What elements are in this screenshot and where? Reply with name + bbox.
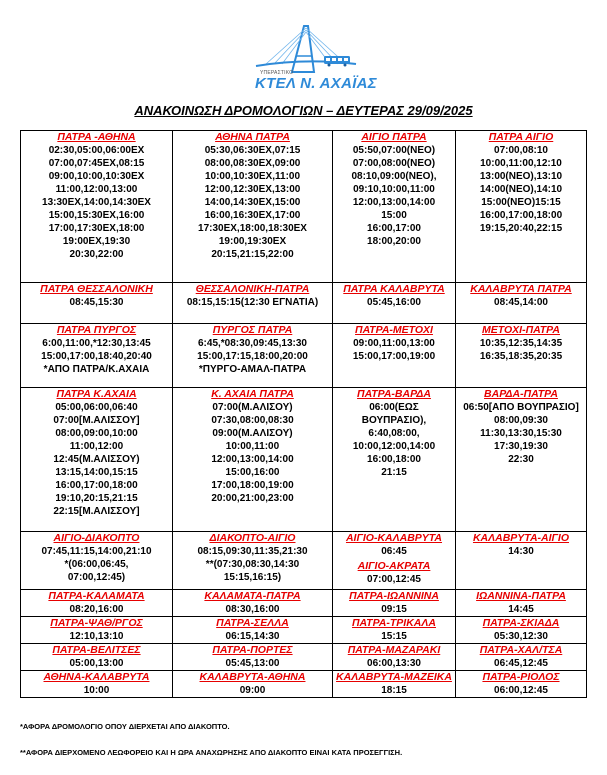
- departure-times: 09:00,11:00,13:00: [353, 338, 435, 349]
- route-cell: [333, 590, 456, 617]
- departure-times: 15:15: [381, 631, 407, 642]
- route-cell: [333, 283, 456, 324]
- route-header: ΑΙΓΙΟ ΠΑΤΡΑ: [361, 131, 427, 143]
- route-cell: [173, 590, 333, 617]
- departure-times: 06:00(ΕΩΣ: [369, 402, 419, 413]
- departure-times: 08:30,16:00: [225, 604, 280, 615]
- route-cell: [333, 388, 456, 532]
- route-cell: [173, 388, 333, 532]
- departure-times: 09:00,10:00,10:30ΕΧ: [48, 171, 145, 182]
- ktel-logo: [252, 20, 377, 92]
- route-header: ΑΘΗΝΑ ΠΑΤΡΑ: [215, 131, 290, 143]
- departure-times: 14:30: [508, 546, 534, 557]
- route-header: ΚΑΛΑΒΡΥΤΑ-ΑΘΗΝΑ: [199, 671, 306, 683]
- route-header: ΠΑΤΡΑ-ΜΕΤΟΧΙ: [355, 324, 433, 336]
- departure-times: 08:20,16:00: [69, 604, 124, 615]
- schedule-row: [21, 617, 587, 644]
- departure-times: 06:15,14:30: [225, 631, 280, 642]
- route-cell: [333, 324, 456, 388]
- route-cell: [456, 283, 587, 324]
- logo-text: ΚΤΕΛ Ν. ΑΧΑΪΑΣ: [255, 75, 377, 92]
- departure-times: 11:00,12:00,13:00: [55, 184, 138, 195]
- route-header: ΠΑΤΡΑ Κ.ΑΧΑΙΑ: [56, 388, 137, 400]
- departure-times: 09:00(Μ.ΑΛΙΣΟΥ): [212, 428, 293, 439]
- page-title: ΑΝΑΚΟΙΝΩΣΗ ΔΡΟΜΟΛΟΓΙΩΝ – ΔΕΥΤΕΡΑΣ 29/09/2025: [134, 103, 473, 118]
- departure-times: 10:00,11:00,12:10: [480, 158, 562, 169]
- route-header: ΚΑΛΑΜΑΤΑ-ΠΑΤΡΑ: [204, 590, 301, 602]
- departure-times: 21:15: [381, 467, 407, 478]
- route-cell: [333, 617, 456, 644]
- departure-times: 20:15,21:15,22:00: [211, 249, 294, 260]
- route-cell: [456, 590, 587, 617]
- departure-times: 17:00,17:30ΕΧ,18:00: [48, 223, 145, 234]
- departure-times: 05:30,12:30: [494, 631, 548, 642]
- departure-times: 16:00,16:30ΕΧ,17:00: [204, 210, 301, 221]
- route-cell: [456, 131, 587, 283]
- departure-times: 6:40,08:00,: [368, 428, 420, 439]
- departure-times: **(07:30,08:30,14:30: [205, 559, 300, 570]
- schedule-row: [21, 644, 587, 671]
- departure-times: 12:00,13:00,14:00: [352, 197, 436, 208]
- departure-times: 17:30ΕΧ,18:00,18:30ΕΧ: [198, 223, 307, 234]
- departure-times: 16:00,17:00: [367, 223, 421, 234]
- route-cell: [333, 671, 456, 698]
- departure-times: 19:00ΕΧ,19:30: [62, 236, 131, 247]
- route-header: ΠΑΤΡΑ ΠΥΡΓΟΣ: [56, 324, 137, 336]
- departure-times: 08:00,09:30: [494, 415, 548, 426]
- departure-times: 10:00: [83, 685, 110, 696]
- route-cell: [173, 324, 333, 388]
- route-cell: [333, 131, 456, 283]
- departure-times: 16:00,18:00: [367, 454, 421, 465]
- route-header: ΠΑΤΡΑ ΘΕΣΣΑΛΟΝΙΚΗ: [40, 283, 153, 295]
- schedule-body: [21, 131, 587, 698]
- departure-times: 08:10,09:00(ΝΕΟ),: [351, 171, 437, 182]
- route-header: ΚΑΛΑΒΡΥΤΑ-ΑΙΓΙΟ: [472, 532, 570, 544]
- route-cell: [173, 283, 333, 324]
- departure-times: 06:45: [381, 546, 407, 557]
- departure-times: 19:15,20:40,22:15: [479, 223, 563, 234]
- departure-times: 14:00(ΝΕΟ),14:10: [479, 184, 563, 195]
- departure-times: 08:15,09:30,11:35,21:30: [197, 546, 308, 557]
- departure-times: 15:00,17:00,18:40,20:40: [41, 351, 152, 362]
- route-header: ΑΘΗΝΑ-ΚΑΛΑΒΡΥΤΑ: [43, 671, 150, 683]
- route-header: Κ. ΑΧΑΙΑ ΠΑΤΡΑ: [211, 388, 294, 400]
- departure-times: 17:30,19:30: [494, 441, 548, 452]
- departure-times: 10:35,12:35,14:35: [479, 338, 563, 349]
- route-header: ΠΑΤΡΑ-ΡΙΟΛΟΣ: [482, 671, 560, 683]
- departure-times: 19:10,20:15,21:15: [55, 493, 138, 504]
- departure-times: 13:00(ΝΕΟ),13:10: [479, 171, 563, 182]
- departure-times: 07:00,08:00(ΝΕΟ): [352, 158, 436, 169]
- route-header: ΔΙΑΚΟΠΤΟ-ΑΙΓΙΟ: [209, 532, 296, 544]
- schedule-table: [20, 130, 587, 698]
- route-cell: [456, 671, 587, 698]
- departure-times: 09:15: [381, 604, 407, 615]
- route-cell: [173, 671, 333, 698]
- schedule-row: [21, 131, 587, 283]
- footnote-1: *ΑΦΟΡΑ ΔΡΟΜΟΛΟΓΙΟ ΟΠΟΥ ΔΙΕΡΧΕΤΑΙ ΑΠΟ ΔΙΑΚΟΠΤΟ.: [20, 722, 230, 731]
- departure-times: *ΑΠΟ ΠΑΤΡΑ/Κ.ΑΧΑΙΑ: [43, 364, 150, 375]
- departure-times: 10:00,12:00,14:00: [352, 441, 436, 452]
- route-header: ΠΑΤΡΑ-ΨΑΘ/ΡΓΟΣ: [50, 617, 143, 629]
- departure-times: 07:00[Μ.ΑΛΙΣΣΟΥ]: [53, 415, 140, 426]
- departure-times: 06:00,13:30: [367, 658, 421, 669]
- route-cell: [21, 324, 173, 388]
- footnote-2: **ΑΦΟΡΑ ΔΙΕΡΧΟΜΕΝΟ ΛΕΩΦΟΡΕΙΟ ΚΑΙ Η ΩΡΑ ΑΝΑΧΩΡΗΣΗΣ ΑΠΟ ΔΙΑΚΟΠΤΟ ΕΙΝΑΙ ΚΑΤΑ ΠΡΟΣΕΓΓΙΣΗ.: [20, 748, 403, 757]
- departure-times: 08:00,08:30ΕΧ,09:00: [204, 158, 301, 169]
- schedule-row: [21, 532, 587, 590]
- departure-times: 18:15: [381, 685, 407, 696]
- departure-times: 13:15,14:00,15:15: [55, 467, 138, 478]
- departure-times: 06:00,12:45: [494, 685, 548, 696]
- route-cell: [21, 617, 173, 644]
- departure-times: 20:00,21:00,23:00: [211, 493, 294, 504]
- schedule-row: [21, 388, 587, 532]
- departure-times: 08:15,15:15(12:30 ΕΓΝΑΤΙΑ): [186, 297, 319, 308]
- route-header: ΑΙΓΙΟ-ΚΑΛΑΒΡΥΤΑ: [345, 532, 443, 544]
- departure-times: 05:45,13:00: [225, 658, 280, 669]
- departure-times: 12:00,13:00,14:00: [211, 454, 294, 465]
- route-header: ΠΑΤΡΑ-ΒΕΛΙΤΣΕΣ: [52, 644, 141, 656]
- route-header: ΠΑΤΡΑ ΑΙΓΙΟ: [488, 131, 554, 143]
- departure-times: 15:00(ΝΕΟ)15:15: [481, 197, 561, 208]
- route-cell: [456, 644, 587, 671]
- departure-times: 06:50[ΑΠΟ ΒΟΥΠΡΑΣΙΟ]: [463, 402, 579, 413]
- departure-times: 12:45(Μ.ΑΛΙΣΣΟΥ): [53, 454, 140, 465]
- route-cell: [173, 617, 333, 644]
- departure-times: 07:00,08:10: [494, 145, 548, 156]
- departure-times: 15:00,15:30ΕΧ,16:00: [48, 210, 145, 221]
- bridge-bus-icon: [252, 20, 362, 76]
- departure-times: 05:50,07:00(ΝΕΟ): [352, 145, 436, 156]
- route-header: ΠΑΤΡΑ-ΣΕΛΛΑ: [216, 617, 289, 629]
- departure-times: 15:00,17:00,19:00: [352, 351, 436, 362]
- departure-times: 16:00,17:00,18:00: [55, 480, 138, 491]
- route-header: ΙΩΑΝΝΙΝΑ-ΠΑΤΡΑ: [476, 590, 566, 602]
- departure-times: 07:00(Μ.ΑΛΙΣΟΥ): [212, 402, 293, 413]
- departure-times: 07:00,07:45ΕΧ,08:15: [48, 158, 145, 169]
- route-header: ΠΑΤΡΑ-ΠΟΡΤΕΣ: [212, 644, 293, 656]
- route-header: ΠΑΤΡΑ-ΚΑΛΑΜΑΤΑ: [48, 590, 145, 602]
- route-header: ΜΕΤΟΧΙ-ΠΑΤΡΑ: [482, 324, 560, 336]
- departure-times: 15:00,17:15,18:00,20:00: [197, 351, 308, 362]
- departure-times: 16:35,18:35,20:35: [479, 351, 563, 362]
- departure-times: 22:15[Μ.ΑΛΙΣΣΟΥ]: [53, 506, 140, 517]
- route-cell: [21, 283, 173, 324]
- departure-times: 02:30,05:00,06:00ΕΧ: [48, 145, 145, 156]
- route-header: ΠΑΤΡΑ -ΑΘΗΝΑ: [57, 131, 136, 143]
- route-cell: [173, 532, 333, 590]
- departure-times: ΒΟΥΠΡΑΣΙΟ),: [361, 415, 427, 426]
- departure-times: 15:00,16:00: [225, 467, 280, 478]
- route-cell: [173, 131, 333, 283]
- route-header: ΚΑΛΑΒΡΥΤΑ ΠΑΤΡΑ: [470, 283, 572, 295]
- departure-times: 10:00,11:00: [225, 441, 280, 452]
- departure-times: 17:00,18:00,19:00: [211, 480, 294, 491]
- departure-times: 13:30ΕΧ,14:00,14:30ΕΧ: [42, 197, 151, 208]
- departure-times: 09:00: [239, 685, 266, 696]
- departure-times: 14:45: [508, 604, 534, 615]
- route-header: ΘΕΣΣΑΛΟΝΙΚΗ-ΠΑΤΡΑ: [195, 283, 310, 295]
- route-cell: [456, 324, 587, 388]
- departure-times: 05:45,16:00: [367, 297, 421, 308]
- departure-times: 18:00,20:00: [367, 236, 421, 247]
- route-cell: [21, 590, 173, 617]
- departure-times: 22:30: [508, 454, 534, 465]
- route-cell: [21, 671, 173, 698]
- departure-times: 08:00,09:00,10:00: [55, 428, 138, 439]
- route-cell: [21, 532, 173, 590]
- departure-times: 15:15,16:15): [223, 572, 282, 583]
- route-header: ΠΑΤΡΑ-ΣΚΙΑΔΑ: [482, 617, 560, 629]
- departure-times: *ΠΥΡΓΟ-ΑΜΑΛ-ΠΑΤΡΑ: [198, 364, 307, 375]
- route-cell: [456, 532, 587, 590]
- route-header: ΑΙΓΙΟ-ΔΙΑΚΟΠΤΟ: [53, 532, 140, 544]
- departure-times: 15:00: [381, 210, 407, 221]
- departure-times: 6:45,*08:30,09:45,13:30: [198, 338, 307, 349]
- route-cell: [21, 388, 173, 532]
- departure-times: 19:00,19:30ΕΧ: [218, 236, 287, 247]
- departure-times: 14:00,14:30ΕΧ,15:00: [204, 197, 301, 208]
- route-header: ΚΑΛΑΒΡΥΤΑ-ΜΑΖΕΙΚΑ: [336, 671, 452, 683]
- schedule-row: [21, 283, 587, 324]
- route-cell: [21, 131, 173, 283]
- route-cell: [173, 644, 333, 671]
- departure-times: 20:30,22:00: [69, 249, 124, 260]
- route-header: ΠΥΡΓΟΣ ΠΑΤΡΑ: [212, 324, 293, 336]
- route-header: ΠΑΤΡΑ-ΙΩΑΝΝΙΝΑ: [349, 590, 439, 602]
- route-cell: [456, 388, 587, 532]
- departure-times: 10:00,10:30ΕΧ,11:00: [204, 171, 301, 182]
- departure-times: 12:00,12:30ΕΧ,13:00: [204, 184, 301, 195]
- route-cell: [456, 617, 587, 644]
- departure-times: 11:30,13:30,15:30: [480, 428, 562, 439]
- departure-times: 08:45,14:00: [494, 297, 548, 308]
- departure-times: 07:00,12:45: [367, 574, 421, 585]
- departure-times: 07:45,11:15,14:00,21:10: [41, 546, 152, 557]
- departure-times: 08:45,15:30: [69, 297, 124, 308]
- route-header: ΠΑΤΡΑ-ΤΡΙΚΑΛΑ: [352, 617, 436, 629]
- route-header: ΠΑΤΡΑ-ΒΑΡΔΑ: [357, 388, 431, 400]
- departure-times: 6:00,11:00,*12:30,13:45: [42, 338, 151, 349]
- route-cell: [333, 644, 456, 671]
- departure-times: *(06:00,06:45,: [64, 559, 129, 570]
- route-header: ΒΑΡΔΑ-ΠΑΤΡΑ: [484, 388, 558, 400]
- route-header: ΑΙΓΙΟ-ΑΚΡΑΤΑ: [357, 560, 431, 572]
- schedule-row: [21, 671, 587, 698]
- departure-times: 11:00,12:00: [69, 441, 124, 452]
- logo-small-text: ΥΠΕΡΑΣΤΙΚΟ: [260, 70, 294, 76]
- departure-times: 07:00,12:45): [67, 572, 126, 583]
- route-header: ΠΑΤΡΑ-ΜΑΖΑΡΑΚΙ: [347, 644, 441, 656]
- departure-times: 05:00,06:00,06:40: [55, 402, 138, 413]
- departure-times: 12:10,13:10: [69, 631, 124, 642]
- departure-times: 07:30,08:00,08:30: [211, 415, 294, 426]
- route-header: ΠΑΤΡΑ ΚΑΛΑΒΡΥΤΑ: [343, 283, 445, 295]
- departure-times: 05:30,06:30ΕΧ,07:15: [204, 145, 301, 156]
- departure-times: 05:00,13:00: [69, 658, 124, 669]
- schedule-row: [21, 590, 587, 617]
- schedule-row: [21, 324, 587, 388]
- departure-times: 09:10,10:00,11:00: [353, 184, 435, 195]
- departure-times: 06:45,12:45: [494, 658, 548, 669]
- route-header: ΠΑΤΡΑ-ΧΑΛ/ΤΣΑ: [479, 644, 563, 656]
- route-cell: [21, 644, 173, 671]
- departure-times: 16:00,17:00,18:00: [479, 210, 563, 221]
- route-cell: [333, 532, 456, 590]
